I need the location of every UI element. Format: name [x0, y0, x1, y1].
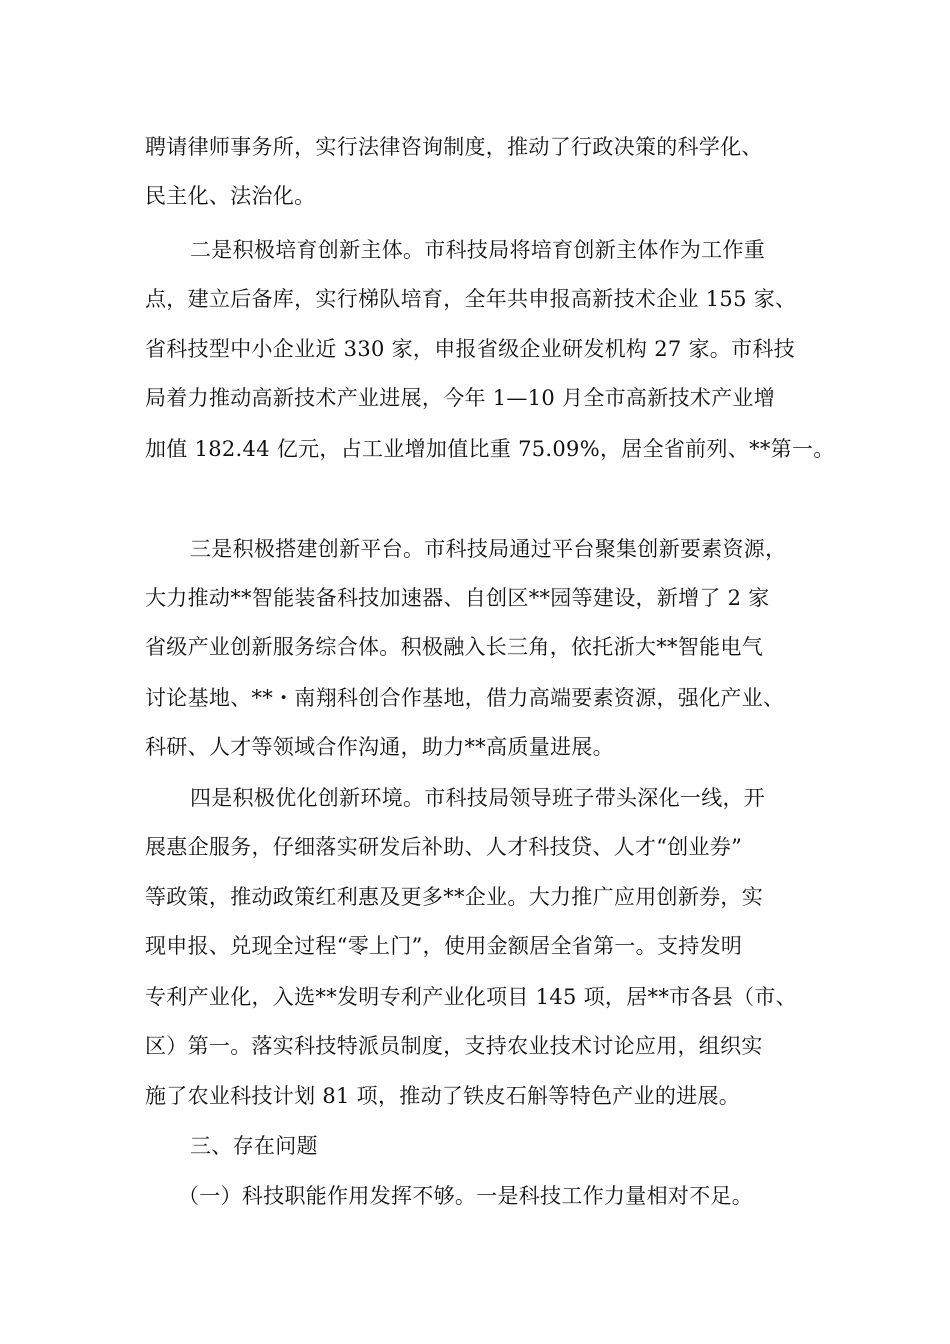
paragraph-line: 省级产业创新服务综合体。积极融入长三角，依托浙大**智能电气 [145, 635, 763, 659]
paragraph-line: 四是积极优化创新环境。市科技局领导班子带头深化一线，开 [190, 786, 766, 810]
paragraph-line: 施了农业科技计划 81 项，推动了铁皮石斛等特色产业的进展。 [145, 1084, 741, 1108]
paragraph-line: 现申报、兑现全过程“零上门”，使用金额居全省第一。支持发明 [145, 934, 743, 958]
paragraph-line: 讨论基地、**・南翔科创合作基地，借力高端要素资源，强化产业、 [145, 686, 785, 710]
paragraph-line: 等政策，推动政策红利惠及更多**企业。大力推广应用创新券，实 [145, 885, 763, 909]
paragraph-line: 科研、人才等领域合作沟通，助力**高质量进展。 [145, 735, 614, 759]
paragraph-line: 聘请律师事务所，实行法律咨询制度，推动了行政决策的科学化、 [145, 135, 763, 159]
section-heading: 三、存在问题 [190, 1134, 318, 1158]
paragraph-line: 二是积极培育创新主体。市科技局将培育创新主体作为工作重 [190, 238, 766, 262]
subsection-line: （一）科技职能作用发挥不够。一是科技工作力量相对不足。 [178, 1184, 754, 1208]
paragraph-line: 加值 182.44 亿元，占工业增加值比重 75.09%，居全省前列、**第一。 [145, 437, 835, 461]
paragraph-line: 民主化、法治化。 [145, 184, 316, 208]
paragraph-line: 区）第一。落实科技特派员制度，支持农业技术讨论应用，组织实 [145, 1034, 763, 1058]
paragraph-line: 专利产业化，入选**发明专利产业化项目 145 项，居**市各县（市、 [145, 985, 797, 1009]
paragraph-line: 展惠企服务，仔细落实研发后补助、人才科技贷、人才“创业券” [145, 835, 743, 859]
paragraph-line: 点，建立后备库，实行梯队培育，全年共申报高新技术企业 155 家、 [145, 287, 797, 311]
paragraph-line: 局着力推动高新技术产业进展，今年 1—10 月全市高新技术产业增 [145, 386, 776, 410]
paragraph-line: 大力推动**智能装备科技加速器、自创区**园等建设，新增了 2 家 [145, 586, 770, 610]
paragraph-line: 三是积极搭建创新平台。市科技局通过平台聚集创新要素资源， [190, 537, 787, 561]
paragraph-line: 省科技型中小企业近 330 家，申报省级企业研发机构 27 家。市科技 [145, 337, 796, 361]
